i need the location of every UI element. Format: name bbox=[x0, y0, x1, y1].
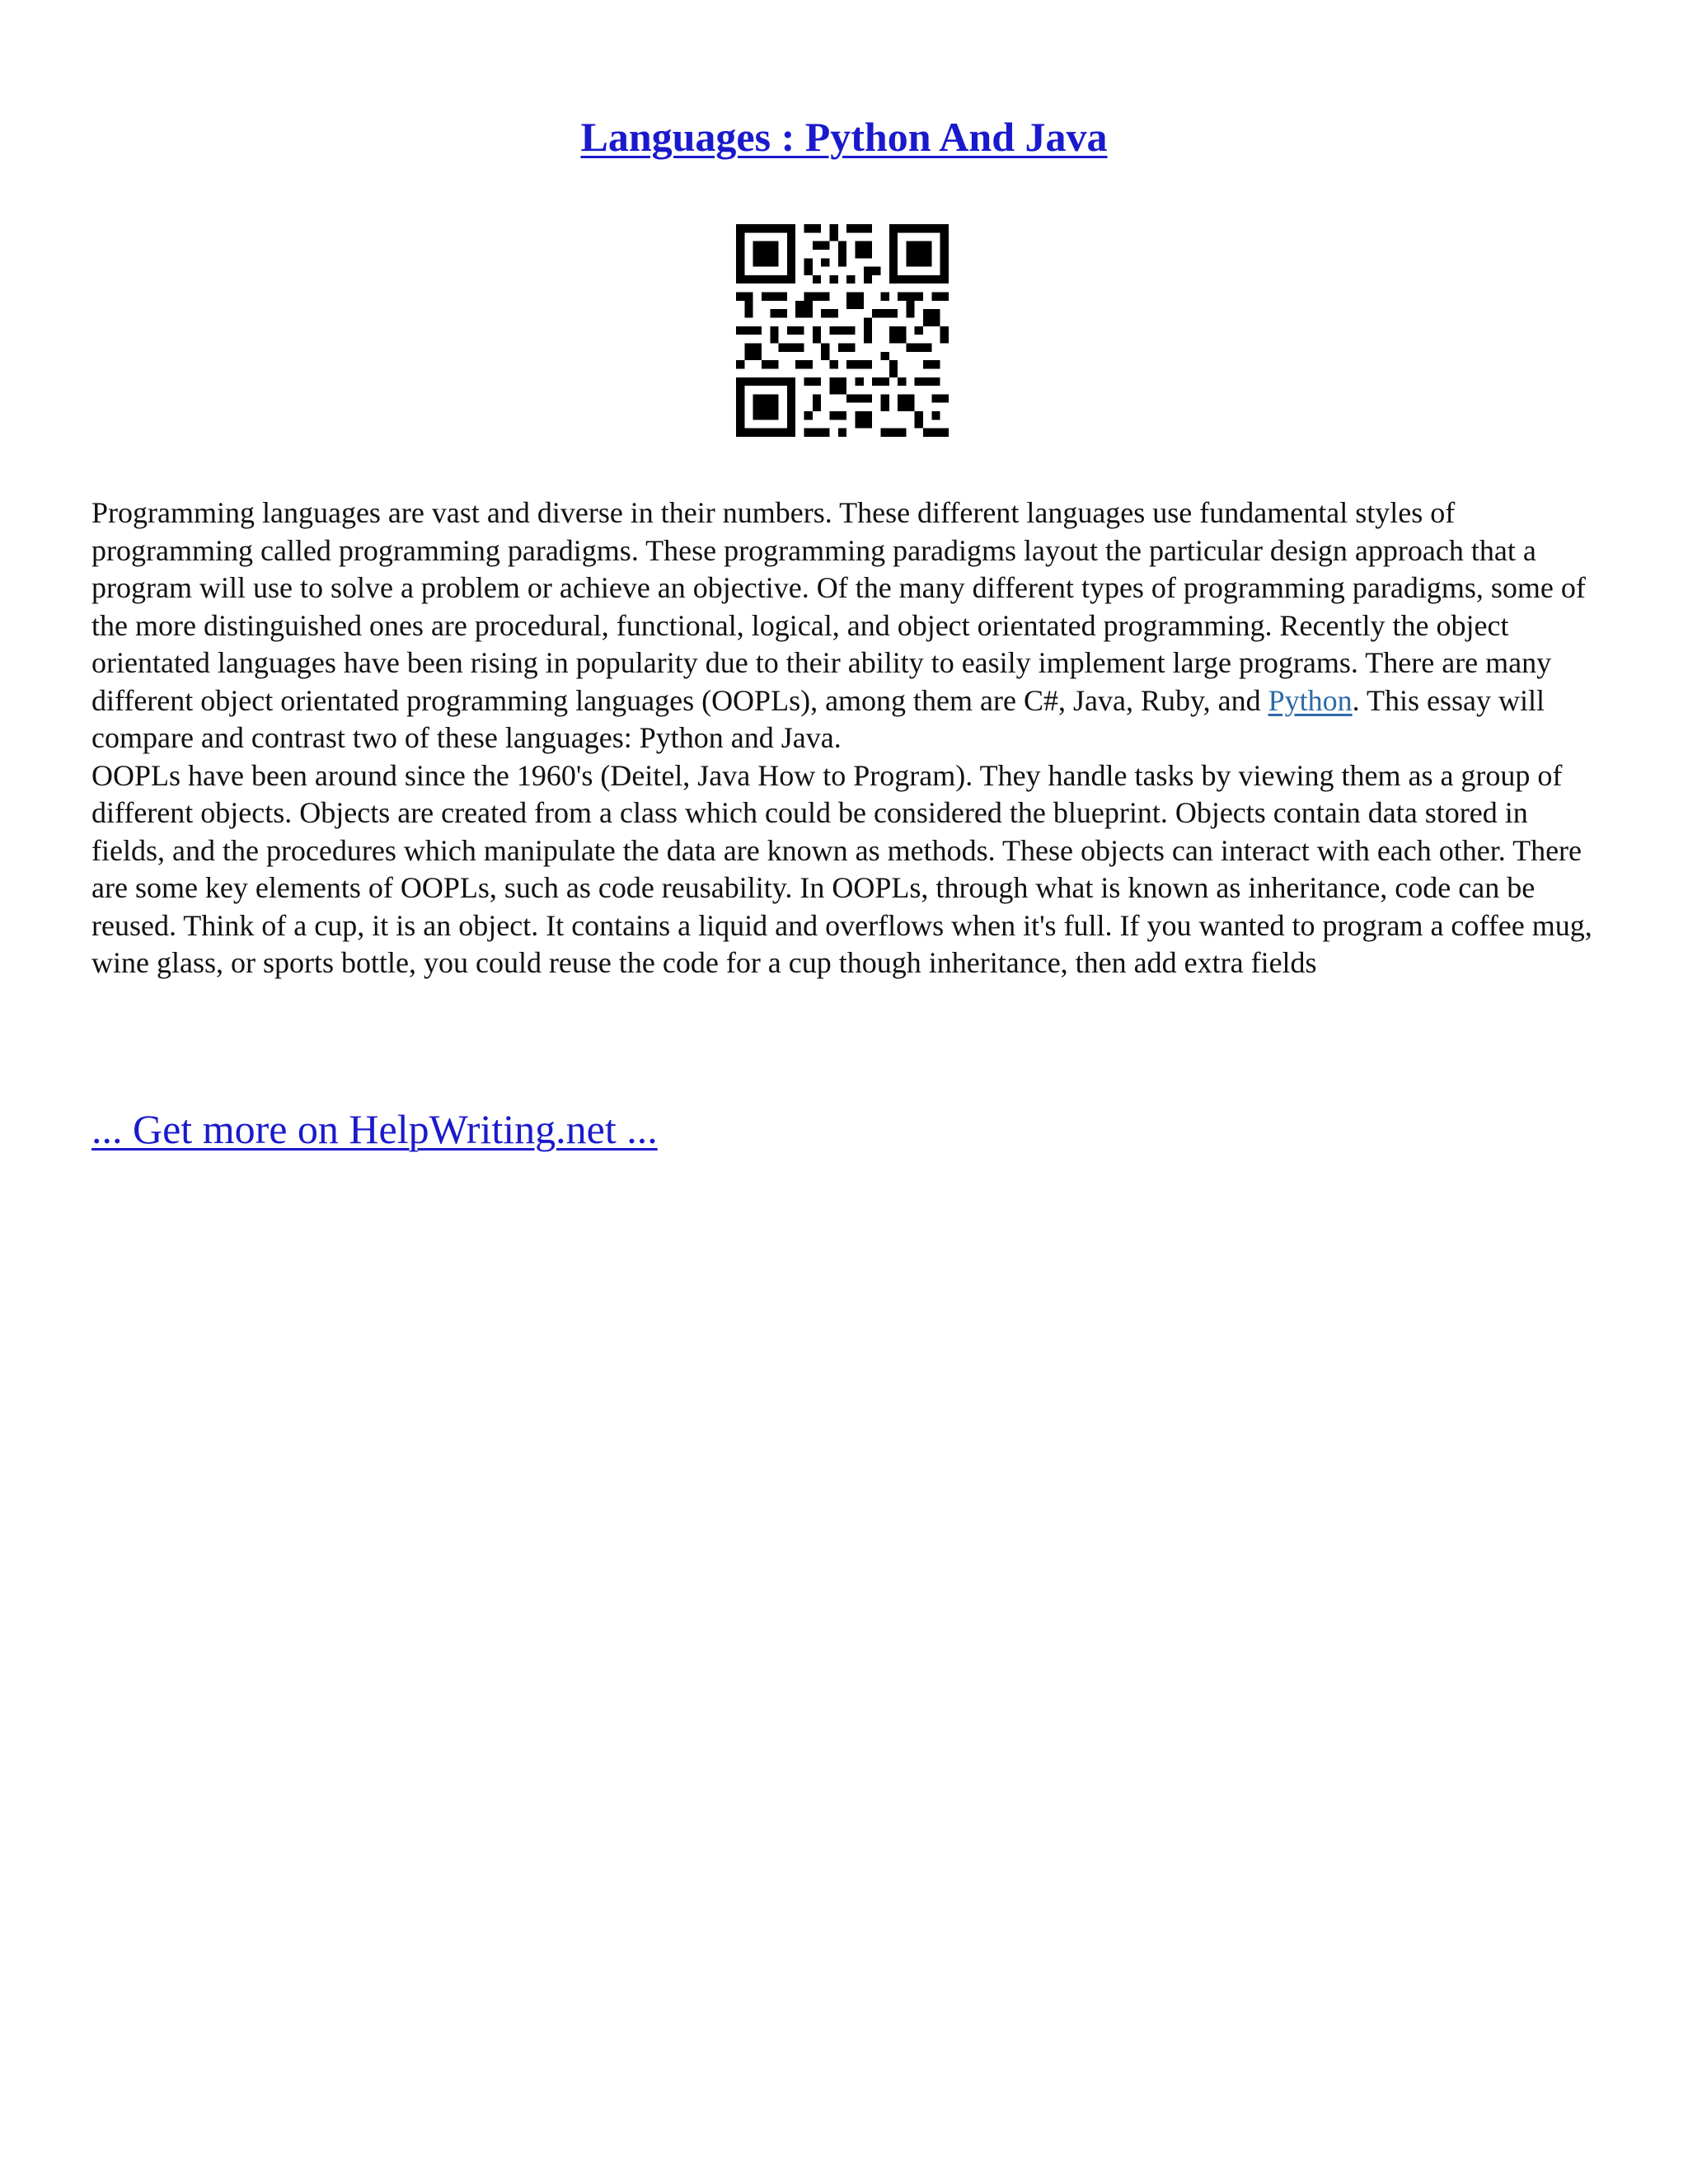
title-link[interactable]: Languages : Python And Java bbox=[580, 114, 1108, 160]
get-more-link[interactable]: ... Get more on HelpWriting.net ... bbox=[91, 1106, 658, 1152]
page-title bbox=[0, 105, 1688, 168]
paragraph-intro bbox=[91, 494, 1600, 757]
paragraph-oopls: OOPLs have been around since the 1960's (Deitel, Java How to Program). They handle tasks by viewing them as a group of different objects. Objects are created from a class which could be considered the blueprint. Objects contain data stored in fields, and the procedures which manipulate the data are known as methods. These objects can interact with each other. There are some key elements of OOPLs, such as code reusability. In OOPLs, through what is known as inheritance, code can be reused. Think of a cup, it is an object. It contains a liquid and overflows when it's full. If you wanted to program a coffee mug, wine glass, or sports bottle, you could reuse the code for a cup though inheritance, then add extra fields bbox=[91, 758, 1592, 979]
article-body bbox=[91, 494, 1600, 982]
python-link[interactable]: Python bbox=[1268, 683, 1353, 717]
paragraph-intro-text: Programming languages are vast and diverse in their numbers. These different languages use fundamental styles of programming called programming paradigms. These programming paradigms layout the particular design approach that a program will use to solve a problem or achieve an objective. Of the many different types of programming paradigms, some of the more distinguished ones are procedural, functional, logical, and object orientated programming. Recently the object orientated languages have been rising in popularity due to their ability to easily implement large programs. There are many different object orientated programming languages (OOPLs), among them are C#, Java, Ruby, and bbox=[91, 496, 1586, 717]
paragraph-intro-text-end: . This essay will compare and contrast two of these languages: Python and Java. bbox=[91, 683, 1545, 754]
qr-code-icon bbox=[736, 224, 949, 437]
more-link-container bbox=[91, 1096, 658, 1162]
